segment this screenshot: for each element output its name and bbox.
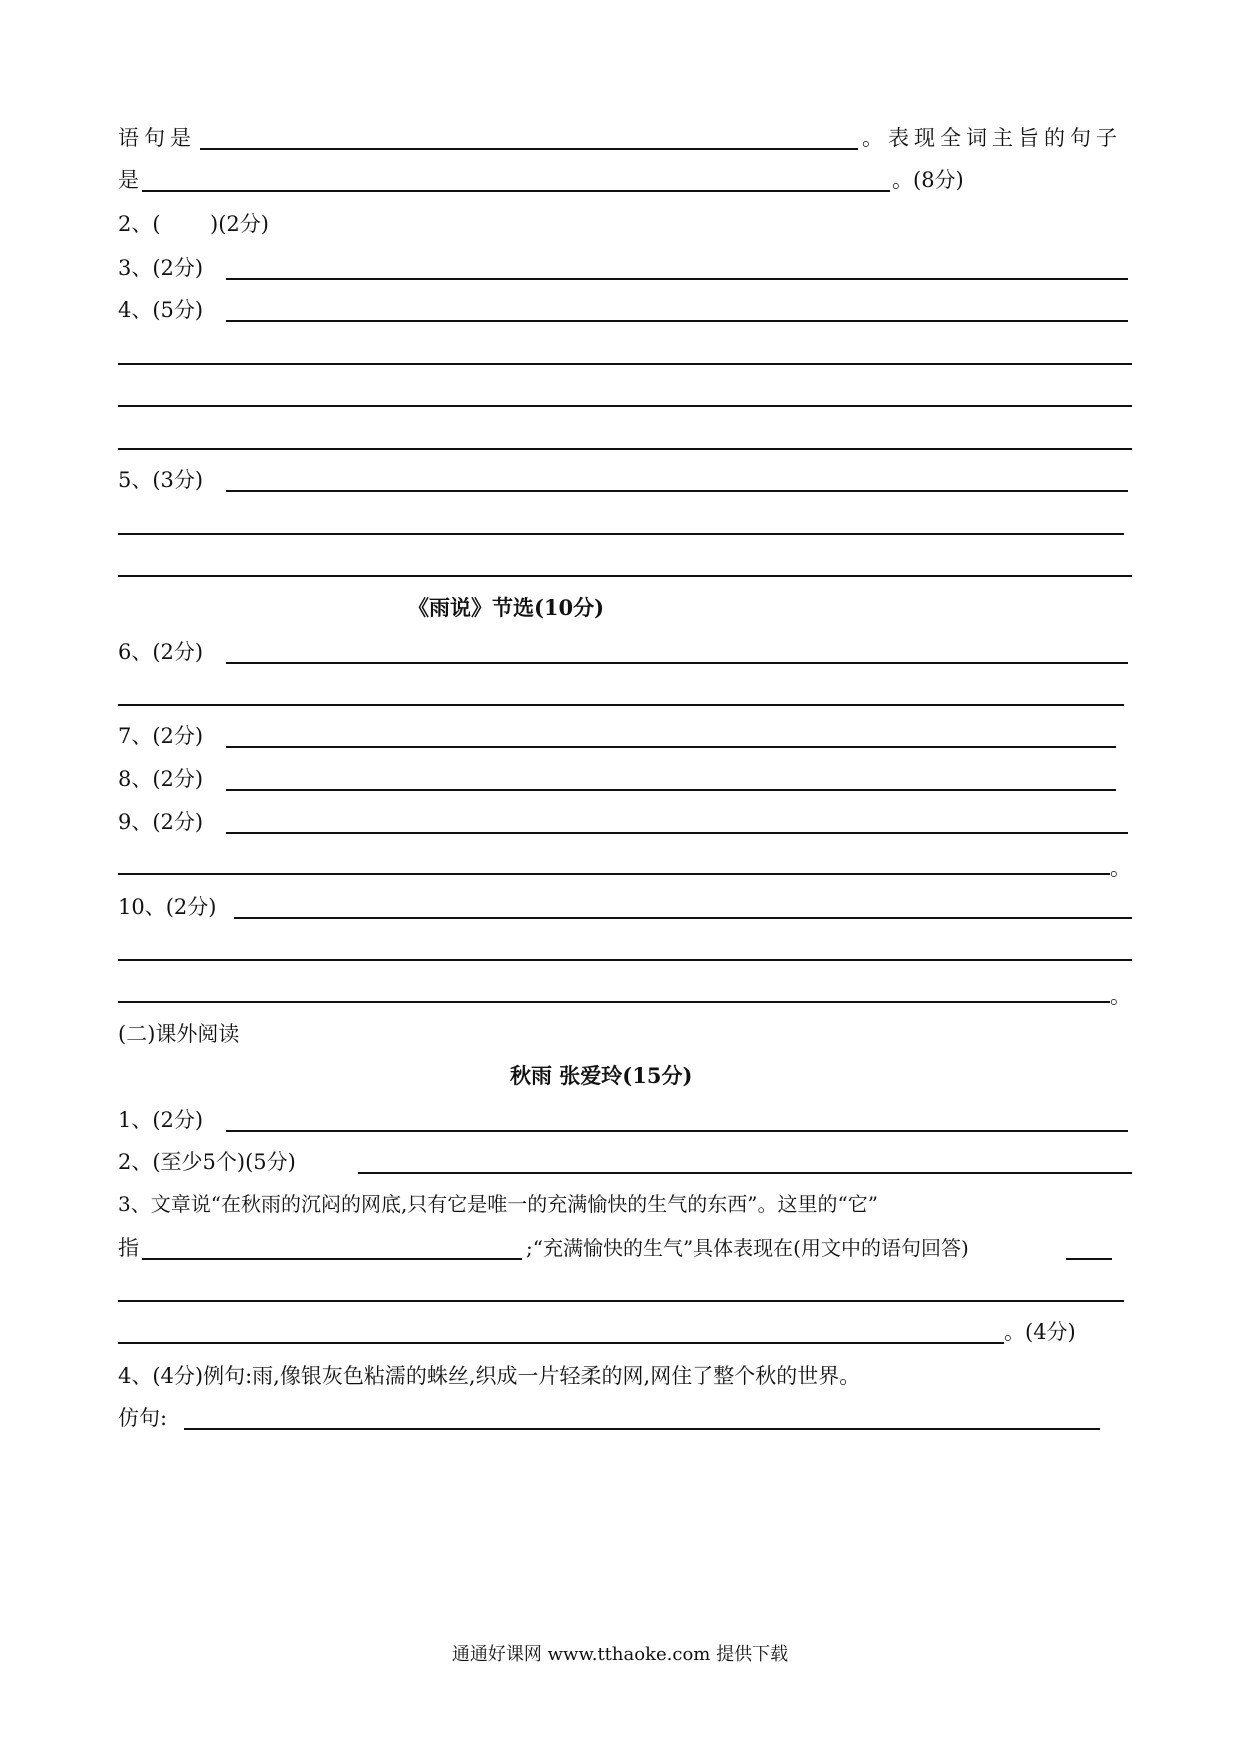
q2-line [0,212,1240,252]
e3-answer-line-3[interactable] [118,1342,1004,1344]
q8-answer-line[interactable] [226,789,1116,791]
q7-line [0,724,1240,764]
q5-label: 5、(3分) [118,468,204,492]
e4-answer-line[interactable] [184,1428,1100,1430]
q1-prefix: 语句是 [118,126,196,150]
q10-line [0,895,1240,935]
e3-end: 。(4分) [1004,1320,1076,1344]
q3-label: 3、(2分) [118,256,204,280]
q10-label: 10、(2分) [118,895,217,919]
e3-line2 [0,1236,1240,1276]
e3-line2-prefix: 指 [118,1236,139,1260]
q1-line2 [0,168,1240,208]
e3-answer-blank-a[interactable] [142,1258,522,1260]
q6-answer-line-2[interactable] [118,704,1124,706]
e4-line2 [0,1406,1240,1446]
q10-answer-line-3[interactable] [118,1001,1110,1003]
q1-line2-suffix: 。(8分) [892,168,964,192]
q4-label: 4、(5分) [118,298,204,322]
q5-answer-line-2[interactable] [118,533,1124,535]
q1-answer-blank-a[interactable] [200,148,858,150]
q9-line [0,810,1240,850]
q7-answer-line[interactable] [226,746,1116,748]
q9-label: 9、(2分) [118,810,204,834]
q4-answer-line-1[interactable] [226,320,1128,322]
q6-answer-line-1[interactable] [226,662,1128,664]
e1-line [0,1108,1240,1148]
e2-label: 2、(至少5个)(5分) [118,1150,296,1174]
q1-line2-prefix: 是 [118,168,139,192]
e1-answer-line[interactable] [226,1130,1128,1132]
q3-answer-line[interactable] [226,278,1128,280]
q5-answer-line-3[interactable] [118,575,1132,577]
e3-question-text: 3、文章说“在秋雨的沉闷的网底,只有它是唯一的充满愉快的生气的东西”。这里的“它” [118,1192,878,1216]
q6-label: 6、(2分) [118,640,204,664]
section-extra-reading: (二)课外阅读 [118,1022,240,1046]
q9-answer-line-2[interactable] [118,873,1110,875]
e2-line [0,1150,1240,1190]
e3-line2-middle: ;“充满愉快的生气”具体表现在(用文中的语句回答) [526,1236,969,1260]
q9-end-mark: 。 [1110,856,1131,880]
q1-answer-blank-b[interactable] [142,190,890,192]
q2-score: )(2分) [210,212,269,236]
q2-label: 2、( [118,212,161,236]
e2-answer-line[interactable] [358,1172,1132,1174]
q4-answer-line-2[interactable] [118,363,1132,365]
q10-end-mark: 。 [1110,984,1131,1008]
e3-answer-line-2[interactable] [118,1300,1124,1302]
q3-line [0,256,1240,296]
q10-answer-line-2[interactable] [118,959,1132,961]
q7-label: 7、(2分) [118,724,204,748]
section-title-qiuyu: 秋雨 张爱玲(15分) [510,1063,693,1088]
q5-line [0,468,1240,508]
section-title-yushuo: 《雨说》节选(10分) [408,595,605,620]
e1-label: 1、(2分) [118,1108,204,1132]
q9-answer-line-1[interactable] [226,832,1128,834]
q8-label: 8、(2分) [118,767,204,791]
q5-answer-line-1[interactable] [226,490,1128,492]
q6-line [0,640,1240,680]
q1-middle: 。表现全词主旨的句子 [862,126,1122,150]
q4-answer-line-3[interactable] [118,405,1132,407]
q10-answer-line-1[interactable] [234,917,1132,919]
e4-line2-prefix: 仿句: [118,1406,168,1430]
q8-line [0,767,1240,807]
e3-answer-blank-b[interactable] [1066,1258,1112,1260]
e4-example-text: 4、(4分)例句:雨,像银灰色粘濡的蛛丝,织成一片轻柔的网,网住了整个秋的世界。 [118,1364,861,1388]
q4-line [0,298,1240,338]
q1-line1 [0,126,1240,166]
q4-answer-line-4[interactable] [118,448,1132,450]
page-footer: 通通好课网 www.tthaoke.com 提供下载 [451,1644,789,1665]
